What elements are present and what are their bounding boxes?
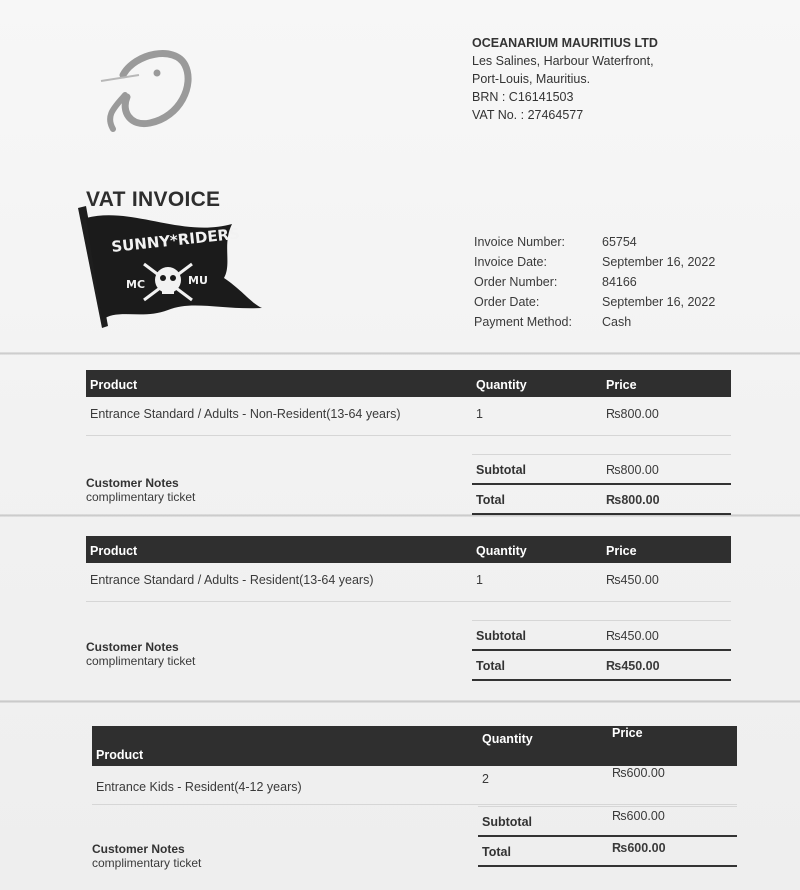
column-header-quantity: Quantity (476, 544, 527, 558)
order-section (92, 726, 737, 870)
total-row (472, 649, 731, 681)
customer-notes (92, 842, 201, 870)
notes-text: complimentary ticket (86, 490, 196, 504)
item-product: Entrance Standard / Adults - Non-Resident(13-64 years) (90, 407, 401, 421)
column-header-product: Product (96, 748, 144, 762)
meta-value: Cash (602, 315, 632, 329)
subtotal-label: Subtotal (476, 629, 526, 643)
company-info (472, 34, 658, 124)
totals (472, 454, 731, 515)
totals (472, 620, 731, 681)
total-row (472, 483, 731, 515)
company-address-line2: Port-Louis, Mauritius. (472, 72, 591, 86)
item-price: ₨600.00 (612, 766, 665, 780)
total-value: ₨600.00 (612, 841, 666, 855)
paper-fold (0, 352, 800, 355)
notes-text: complimentary ticket (86, 654, 196, 668)
meta-value: 65754 (602, 235, 637, 249)
meta-value: September 16, 2022 (602, 255, 716, 269)
column-header-quantity: Quantity (476, 378, 527, 392)
table-row (86, 563, 731, 602)
company-address-line1: Les Salines, Harbour Waterfront, (472, 54, 654, 68)
sunny-riders-flag-stamp (72, 204, 264, 336)
meta-row (474, 292, 715, 312)
meta-row (474, 312, 715, 332)
notes-title: Customer Notes (86, 640, 179, 654)
subtotal-value: ₨600.00 (612, 809, 665, 823)
table-header (86, 536, 731, 563)
paper-fold (0, 514, 800, 517)
invoice-meta (474, 232, 715, 332)
subtotal-row (478, 806, 737, 835)
table-row (86, 397, 731, 436)
total-value: ₨450.00 (606, 659, 660, 673)
meta-row (474, 252, 715, 272)
customer-notes (86, 476, 195, 504)
table-row (92, 766, 737, 805)
meta-label: Invoice Number: (474, 235, 566, 249)
item-product: Entrance Kids - Resident(4-12 years) (96, 780, 302, 794)
company-brn: BRN : C16141503 (472, 90, 574, 104)
item-quantity: 1 (476, 407, 483, 421)
meta-value: September 16, 2022 (602, 295, 716, 309)
subtotal-value: ₨800.00 (606, 463, 659, 477)
company-vat: VAT No. : 27464577 (472, 108, 584, 122)
company-name: OCEANARIUM MAURITIUS LTD (472, 36, 658, 50)
table-header (92, 726, 737, 766)
stamp-text-right: MU (188, 274, 208, 287)
column-header-product: Product (90, 378, 138, 392)
meta-label: Order Number: (474, 275, 558, 289)
item-quantity: 1 (476, 573, 483, 587)
subtotal-value: ₨450.00 (606, 629, 659, 643)
total-row (478, 835, 737, 867)
column-header-quantity: Quantity (482, 732, 533, 746)
stamp-text-left: MC (126, 278, 146, 291)
meta-row (474, 232, 715, 252)
meta-row (474, 272, 715, 292)
paper-fold (0, 700, 800, 703)
totals (478, 806, 737, 867)
customer-notes (86, 640, 195, 668)
meta-label: Invoice Date: (474, 255, 547, 269)
meta-label: Order Date: (474, 295, 540, 309)
item-quantity: 2 (482, 772, 489, 786)
subtotal-row (472, 620, 731, 649)
subtotal-row (472, 454, 731, 483)
column-header-price: Price (606, 544, 637, 558)
notes-title: Customer Notes (92, 842, 185, 856)
total-label: Total (476, 493, 505, 507)
stamp-text-top: SUNNY*RIDERS (110, 224, 241, 256)
table-header (86, 370, 731, 397)
subtotal-label: Subtotal (482, 815, 532, 829)
item-product: Entrance Standard / Adults - Resident(13-64 years) (90, 573, 374, 587)
total-label: Total (482, 845, 511, 859)
subtotal-label: Subtotal (476, 463, 526, 477)
fish-logo-icon (95, 45, 195, 135)
column-header-price: Price (606, 378, 637, 392)
notes-title: Customer Notes (86, 476, 179, 490)
document-title: VAT INVOICE (86, 188, 221, 211)
column-header-price: Price (612, 726, 643, 740)
meta-label: Payment Method: (474, 315, 572, 329)
total-value: ₨800.00 (606, 493, 660, 507)
meta-value: 84166 (602, 275, 637, 289)
item-price: ₨800.00 (606, 407, 659, 421)
notes-text: complimentary ticket (92, 856, 202, 870)
total-label: Total (476, 659, 505, 673)
order-section (86, 536, 731, 673)
item-price: ₨450.00 (606, 573, 659, 587)
column-header-product: Product (90, 544, 138, 558)
order-section (86, 370, 731, 507)
